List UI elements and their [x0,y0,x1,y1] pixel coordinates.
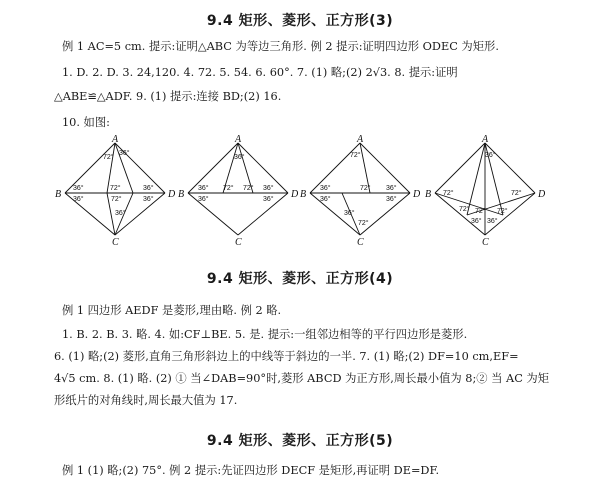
s3-line-2: 1. D. 2. D. 3. 24,120. 4. 72. 5. 54. 6. 60°. 7. (1) 略;(2) 2√3. 8. 提示:证明 [62,66,458,79]
vertex-d: D [413,189,420,200]
angle-label: 72° [223,185,234,192]
angle-label: 72° [111,196,122,203]
section-5-title: 9.4 矩形、菱形、正方形(5) [206,433,394,449]
s4-line-5: 形纸片的对角线时,周长最大值为 17. [54,394,238,407]
angle-label: 72° [103,154,114,161]
vertex-a: A [482,135,489,145]
vertex-a: A [357,135,364,145]
vertex-b: B [55,189,62,200]
rhombus-diagram-4 [425,135,545,245]
angle-label: 36° [386,196,397,203]
vertex-c: C [112,237,119,245]
angle-label: 36° [198,196,209,203]
angle-label: 72° [475,208,486,215]
vertex-a: A [235,135,242,145]
vertex-d: D [168,189,175,200]
angle-label: 72° [443,190,454,197]
angle-label: 72° [243,185,254,192]
angle-label: 36° [263,185,274,192]
angle-label: 36° [487,218,498,225]
angle-label: 72° [110,185,121,192]
s3-line-1: 例 1 AC=5 cm. 提示:证明△ABC 为等边三角形. 例 2 提示:证明四边形 ODEC 为矩形. [62,40,499,53]
angle-label: 36° [386,185,397,192]
vertex-b: B [300,189,307,200]
angle-label: 36° [485,152,496,159]
angle-label: 36° [119,150,130,157]
angle-label: 72° [511,190,522,197]
s4-line-4: 4√5 cm. 8. (1) 略. (2) ① 当∠DAB=90°时,菱形 ABCD 为正方形,周长最小值为 8;② 当 AC 为矩 [54,372,550,385]
angle-label: 36° [115,210,126,217]
vertex-c: C [357,237,364,245]
angle-label: 36° [320,196,331,203]
rhombus-diagram-3 [300,135,420,245]
s5-line-1: 例 1 (1) 略;(2) 75°. 例 2 提示:先证四边形 DECF 是矩形,再证明 DE=DF. [62,464,440,477]
vertex-c: C [482,237,489,245]
s4-line-3: 6. (1) 略;(2) 菱形,直角三角形斜边上的中线等于斜边的一半. 7. (1) 略;(2) DF=10 cm,EF= [54,350,519,363]
rhombus-diagram-2 [178,135,298,245]
angle-label: 72° [358,220,369,227]
s3-line-4: 10. 如图: [62,116,110,129]
angle-label: 36° [344,210,355,217]
s4-line-1: 例 1 四边形 AEDF 是菱形,理由略. 例 2 略. [62,304,282,317]
vertex-d: D [538,189,545,200]
angle-label: 36° [471,218,482,225]
angle-label: 72° [497,208,508,215]
angle-label: 72° [459,206,470,213]
s3-line-3: △ABE≌△ADF. 9. (1) 提示:连接 BD;(2) 16. [54,90,282,103]
section-3-title: 9.4 矩形、菱形、正方形(3) [206,13,394,29]
angle-label: 36° [143,196,154,203]
rhombus-diagram-1 [55,135,175,245]
angle-label: 36° [320,185,331,192]
angle-label: 36° [73,196,84,203]
angle-label: 72° [360,185,371,192]
s4-line-2: 1. B. 2. B. 3. 略. 4. 如:CF⊥BE. 5. 是. 提示:一组邻边相等的平行四边形是菱形. [62,328,468,341]
angle-label: 36° [73,185,84,192]
angle-label: 72° [350,152,361,159]
vertex-b: B [178,189,185,200]
angle-label: 36° [143,185,154,192]
vertex-a: A [112,135,119,145]
vertex-d: D [291,189,298,200]
angle-label: 36° [263,196,274,203]
angle-label: 36° [198,185,209,192]
section-4-title: 9.4 矩形、菱形、正方形(4) [206,271,394,287]
vertex-c: C [235,237,242,245]
angle-label: 36° [234,154,245,161]
vertex-b: B [425,189,432,200]
